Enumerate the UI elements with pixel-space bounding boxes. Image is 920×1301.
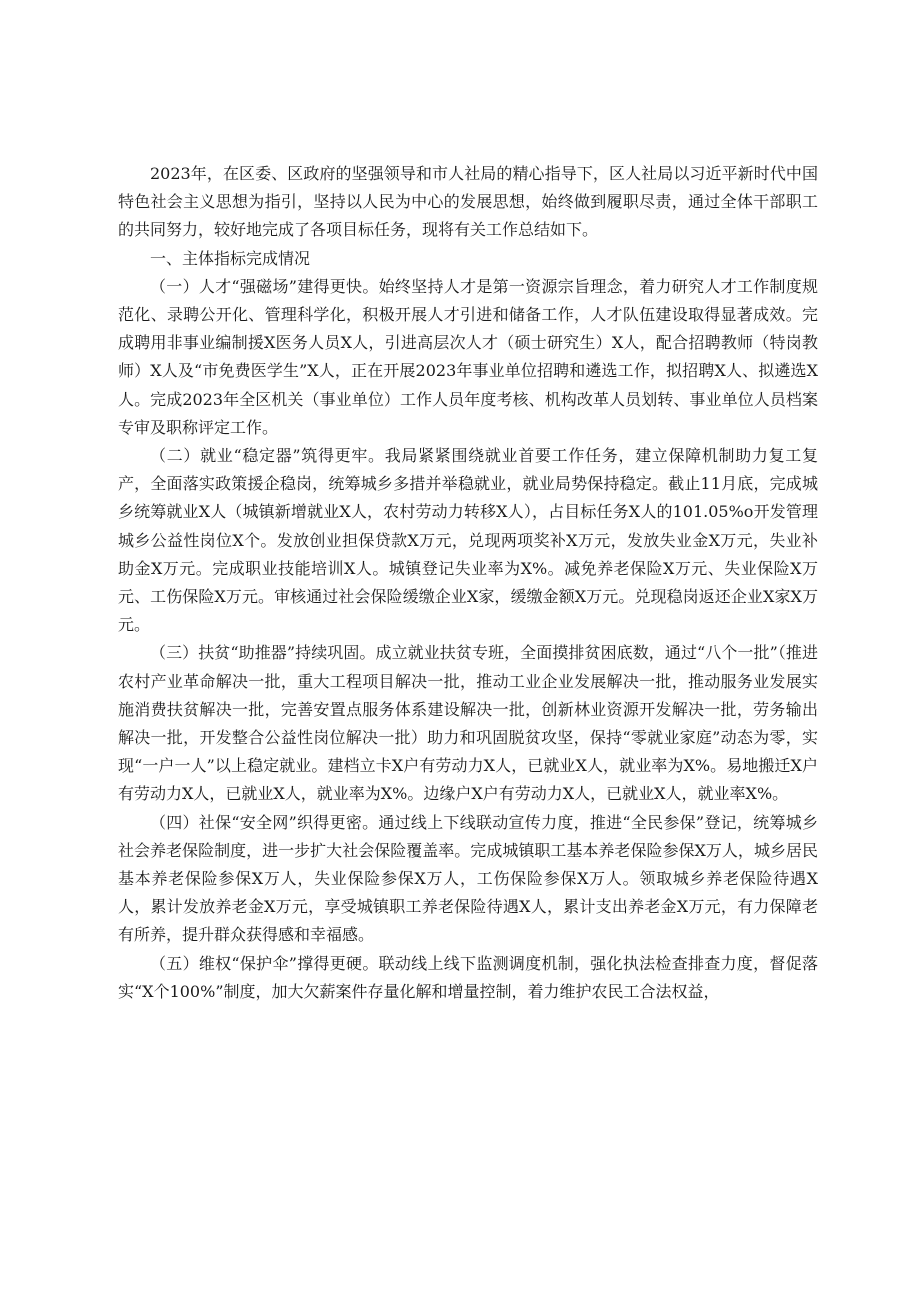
paragraph-employment: （二）就业“稳定器”筑得更牢。我局紧紧围绕就业首要工作任务，建立保障机制助力复工复产，全面落实政策援企稳岗，统筹城乡多措并举稳就业，就业局势保持稳定。截止11月底，完成城乡统筹就业X人（城镇新增就业X人，农村劳动力转移X人），占目标任务X人的101.05%o开发管理城乡公益性岗位X个。发放创业担保贷款X万元，兑现两项奖补X万元，发放失业金X万元，失业补助金X万元。完成职业技能培训X人。城镇登记失业率为X%。减免养老保险X万元、失业保险X万元、工伤保险X万元。审核通过社会保险缓缴企业X家，缓缴金额X万元。兑现稳岗返还企业X家X万元。 xyxy=(118,446,818,635)
section-heading: 一、主体指标完成情况 xyxy=(150,248,311,268)
paragraph-social-security: （四）社保“安全网”织得更密。通过线上下线联动宣传力度，推进“全民参保”登记，统筹城乡社会养老保险制度，进一步扩大社会保险覆盖率。完成城镇职工基本养老保险参保X万人，城乡居民基本养老保险参保X万人，失业保险参保X万人，工伤保险参保X万人。领取城乡养老保险待遇X人，累计发放养老金X万元，享受城镇职工养老保险待遇X人，累计支出养老金X万元，有力保障老有所养，提升群众获得感和幸福感。 xyxy=(118,812,818,945)
intro-paragraph: 2023年，在区委、区政府的坚强领导和市人社局的精心指导下，区人社局以习近平新时代中国特色社会主义思想为指引，坚持以人民为中心的发展思想，始终做到履职尽责，通过全体干部职工的共同努力，较好地完成了各项目标任务，现将有关工作总结如下。 xyxy=(118,164,818,240)
document-body xyxy=(118,160,818,1006)
paragraph-talent: （一）人才“强磁场”建得更快。始终坚持人才是第一资源宗旨理念，着力研究人才工作制度规范化、录聘公开化、管理科学化，积极开展人才引进和储备工作，人才队伍建设取得显著成效。完成聘用非事业编制援X医务人员X人，引进高层次人才（硕士研究生）X人，配合招聘教师（特岗教师）X人及“市免费医学生”X人，正在开展2023年事业单位招聘和遴选工作，拟招聘X人、拟遴选X人。完成2023年全区机关（事业单位）工作人员年度考核、机构改革人员划转、事业单位人员档案专审及职称评定工作。 xyxy=(118,276,818,437)
paragraph-rights: （五）维权“保护伞”撑得更硬。联动线上线下监测调度机制，强化执法检查排查力度，督促落实“X个100%”制度，加大欠薪案件存量化解和增量控制，着力维护农民工合法权益， xyxy=(118,953,818,1001)
paragraph-poverty: （三）扶贫“助推器”持续巩固。成立就业扶贫专班，全面摸排贫困底数，通过“八个一批”（推进农村产业革命解决一批，重大工程项目解决一批，推动工业企业发展解决一批，推动服务业发展实施消费扶贫解决一批，完善安置点服务体系建设解决一批，创新林业资源开发解决一批，劳务输出解决一批，开发整合公益性岗位解决一批）助力和巩固脱贫攻坚，保持“零就业家庭”动态为零，实现“一户一人”以上稳定就业。建档立卡X户有劳动力X人，已就业X人，就业率为X%。易地搬迁X户有劳动力X人，已就业X人，就业率为X%。边缘户X户有劳动力X人，已就业X人，就业率X%。 xyxy=(118,643,818,804)
